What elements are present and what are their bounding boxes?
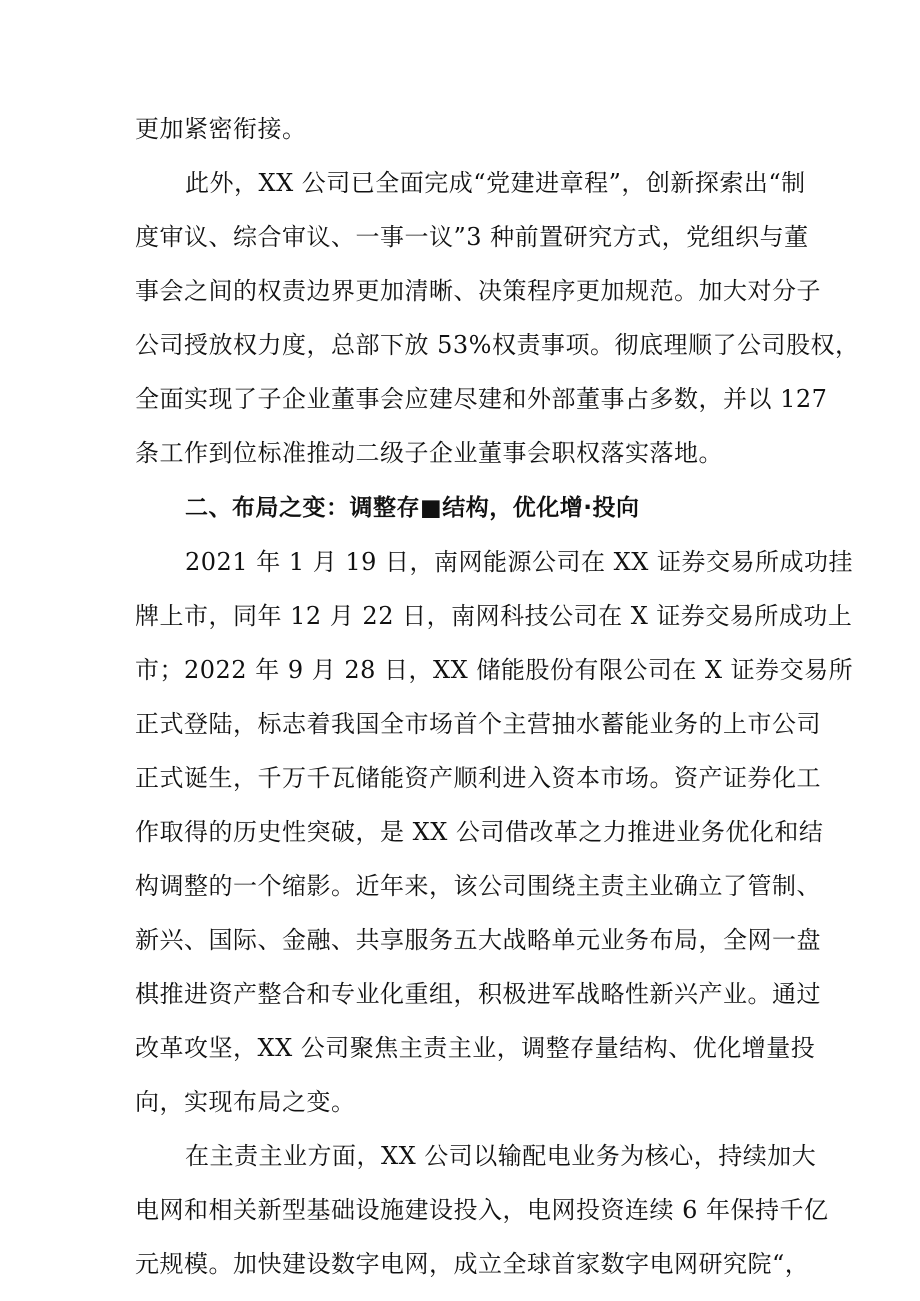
paragraph-line: 电网和相关新型基础设施建设投入，电网投资连续 6 年保持千亿	[135, 1196, 829, 1224]
paragraph-line: 2021 年 1 月 19 日，南网能源公司在 XX 证券交易所成功挂	[185, 548, 853, 576]
paragraph-line: 新兴、国际、金融、共享服务五大战略单元业务布局，全网一盘	[135, 926, 821, 954]
paragraph-line: 市；2022 年 9 月 28 日，XX 储能股份有限公司在 X 证券交易所	[135, 656, 854, 684]
paragraph-line: 公司授放权力度，总部下放 53%权责事项。彻底理顺了公司股权，	[135, 331, 860, 359]
paragraph-line: 度审议、综合审议、一事一议”3 种前置研究方式，党组织与董	[135, 223, 809, 251]
paragraph-line: 元规模。加快建设数字电网，成立全球首家数字电网研究院“，	[135, 1250, 810, 1278]
paragraph-line: 更加紧密衔接。	[135, 115, 307, 143]
paragraph-line: 作取得的历史性突破，是 XX 公司借改革之力推进业务优化和结	[135, 818, 824, 846]
paragraph-line: 棋推进资产整合和专业化重组，积极进军战略性新兴产业。通过	[135, 980, 821, 1008]
paragraph-line: 牌上市，同年 12 月 22 日，南网科技公司在 X 证券交易所成功上	[135, 602, 853, 630]
paragraph-line: 在主责主业方面，XX 公司以输配电业务为核心，持续加大	[185, 1142, 817, 1170]
paragraph-line: 改革攻坚，XX 公司聚焦主责主业，调整存量结构、优化增量投	[135, 1034, 816, 1062]
paragraph-line: 此外，XX 公司已全面完成“党建进章程”，创新探索出“制	[185, 169, 806, 197]
paragraph-line: 全面实现了子企业董事会应建尽建和外部董事占多数，并以 127	[135, 385, 828, 413]
section-heading: 二、布局之变：调整存■结构，优化增·投向	[185, 495, 640, 521]
paragraph-line: 构调整的一个缩影。近年来，该公司围绕主责主业确立了管制、	[135, 872, 821, 900]
paragraph-line: 事会之间的权责边界更加清晰、决策程序更加规范。加大对分子	[135, 277, 821, 305]
paragraph-line: 条工作到位标准推动二级子企业董事会职权落实落地。	[135, 439, 723, 467]
paragraph-line: 正式诞生，千万千瓦储能资产顺利进入资本市场。资产证券化工	[135, 764, 821, 792]
paragraph-line: 正式登陆，标志着我国全市场首个主营抽水蓄能业务的上市公司	[135, 710, 821, 738]
paragraph-line: 向，实现布局之变。	[135, 1088, 356, 1116]
